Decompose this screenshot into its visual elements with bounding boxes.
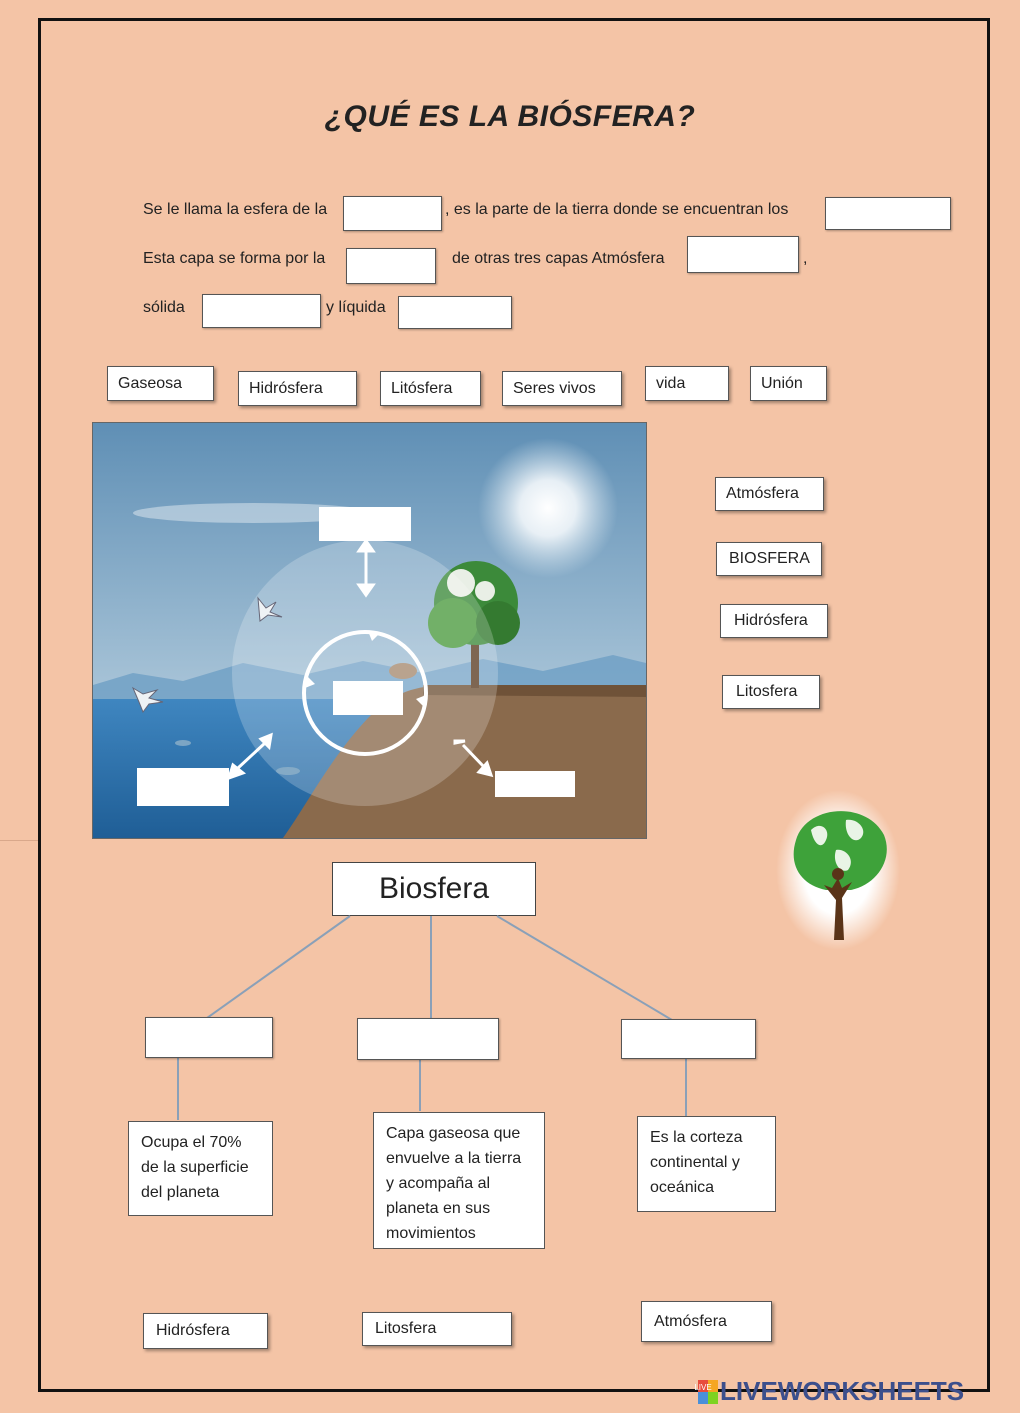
sentence-2-part-b: de otras tres capas Atmósfera — [452, 250, 665, 267]
sentence-3-part-a: sólida — [143, 299, 185, 316]
concept-description-lithosphere: Es la corteza continental y oceánica — [637, 1116, 776, 1212]
concept-blank-left[interactable] — [145, 1017, 273, 1058]
liveworksheets-brand: LIVEWORKSHEETS — [720, 1376, 965, 1406]
bottom-chip-hidrosfera[interactable]: Hidrósfera — [143, 1313, 268, 1349]
concept-description-atmosphere: Capa gaseosa que envuelve a la tierra y acompaña al planeta en sus movimientos — [373, 1112, 545, 1249]
sentence-2-part-c: , — [803, 250, 808, 267]
word-chip-litosfera[interactable]: Litósfera — [380, 371, 481, 406]
page-title: ¿QUÉ ES LA BIÓSFERA? — [324, 100, 696, 133]
side-chip-hidrosfera[interactable]: Hidrósfera — [720, 604, 828, 638]
bottom-chip-atmosfera[interactable]: Atmósfera — [641, 1301, 772, 1342]
liveworksheets-logo-icon — [694, 1380, 718, 1404]
side-chip-atmosfera[interactable]: Atmósfera — [715, 477, 824, 511]
word-chip-union[interactable]: Unión — [750, 366, 827, 401]
word-chip-seres-vivos[interactable]: Seres vivos — [502, 371, 622, 406]
sentence-1-part-b: , es la parte de la tierra donde se encuentran los — [445, 201, 789, 218]
brand-logo-letters: LIVE — [694, 1383, 712, 1392]
side-chip-biosfera[interactable]: BIOSFERA — [716, 542, 822, 576]
concept-blank-right[interactable] — [621, 1019, 756, 1059]
word-chip-hidrosfera[interactable]: Hidrósfera — [238, 371, 357, 406]
word-chip-vida[interactable]: vida — [645, 366, 729, 401]
sentence-2-part-a: Esta capa se forma por la — [143, 250, 326, 267]
sentence-3-part-b: y líquida — [326, 299, 386, 316]
sentence-1-part-a: Se le llama la esfera de la — [143, 201, 328, 218]
side-chip-litosfera[interactable]: Litosfera — [722, 675, 820, 709]
bottom-chip-litosfera[interactable]: Litosfera — [362, 1312, 512, 1346]
concept-description-hydrosphere: Ocupa el 70% de la superficie del planeta — [128, 1121, 273, 1216]
concept-map-root-label: Biosfera — [378, 872, 490, 905]
word-chip-gaseosa[interactable]: Gaseosa — [107, 366, 214, 401]
brand-logo-icon — [694, 1380, 718, 1404]
concept-blank-middle[interactable] — [357, 1018, 499, 1060]
